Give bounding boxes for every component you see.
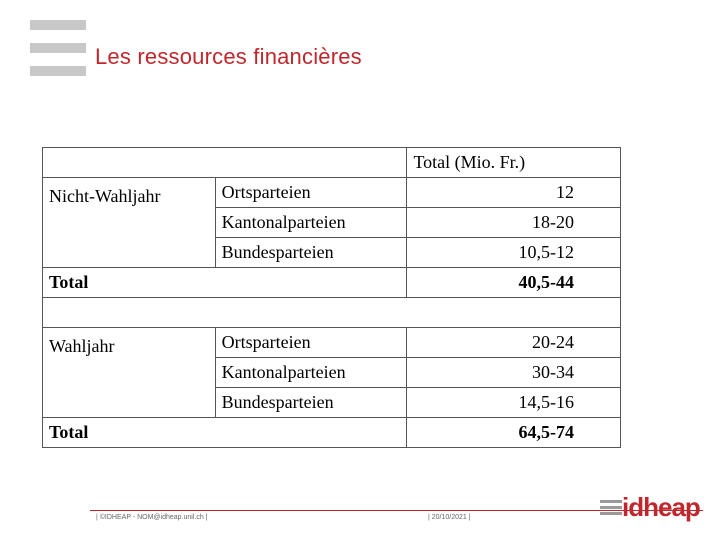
total-value: 64,5-74 bbox=[407, 418, 621, 448]
total-label: Total bbox=[43, 268, 407, 298]
logo-bars-icon bbox=[600, 500, 622, 518]
menu-bars-icon bbox=[30, 20, 86, 76]
table-row bbox=[43, 328, 621, 358]
footer-copyright: | ©IDHEAP - NOM@idheap.unil.ch | bbox=[96, 514, 208, 521]
party-cell: Bundesparteien bbox=[215, 388, 407, 418]
group-label: Wahljahr bbox=[43, 328, 216, 418]
party-cell: Kantonalparteien bbox=[215, 358, 407, 388]
table-header-row bbox=[43, 148, 621, 178]
financial-resources-table bbox=[42, 147, 621, 448]
value-cell: 10,5-12 bbox=[407, 238, 621, 268]
value-cell: 12 bbox=[407, 178, 621, 208]
total-row bbox=[43, 268, 621, 298]
total-row bbox=[43, 418, 621, 448]
table-column-header: Total (Mio. Fr.) bbox=[407, 148, 621, 178]
party-cell: Ortsparteien bbox=[215, 328, 407, 358]
logo-text: idheap bbox=[622, 492, 700, 522]
spacer-cell bbox=[43, 298, 621, 328]
party-cell: Bundesparteien bbox=[215, 238, 407, 268]
total-value: 40,5-44 bbox=[407, 268, 621, 298]
spacer-row bbox=[43, 298, 621, 328]
group-label: Nicht-Wahljahr bbox=[43, 178, 216, 268]
page-title: Les ressources financières bbox=[95, 44, 362, 69]
value-cell: 18-20 bbox=[407, 208, 621, 238]
value-cell: 20-24 bbox=[407, 328, 621, 358]
party-cell: Kantonalparteien bbox=[215, 208, 407, 238]
footer-date: | 20/10/2021 | bbox=[428, 514, 471, 521]
total-label: Total bbox=[43, 418, 407, 448]
value-cell: 14,5-16 bbox=[407, 388, 621, 418]
value-cell: 30-34 bbox=[407, 358, 621, 388]
table-corner-cell bbox=[43, 148, 407, 178]
party-cell: Ortsparteien bbox=[215, 178, 407, 208]
idheap-logo bbox=[600, 492, 700, 524]
table-row bbox=[43, 178, 621, 208]
